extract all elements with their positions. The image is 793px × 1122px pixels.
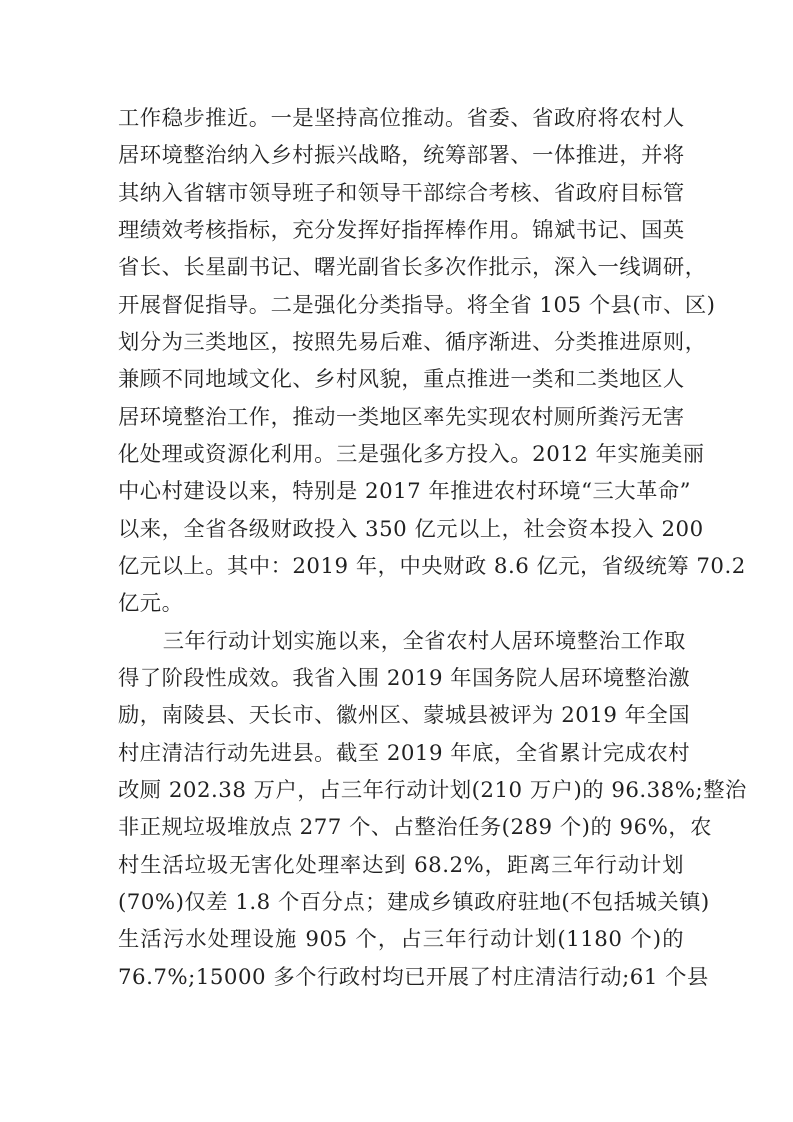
text-line: 开展督促指导。二是强化分类指导。将全省 105 个县(市、区) (118, 292, 716, 318)
text-line: 其纳入省辖市领导班子和领导干部综合考核、省政府目标管 (118, 180, 685, 206)
text-line: 理绩效考核指标，充分发挥好指挥棒作用。锦斌书记、国英 (118, 217, 685, 243)
text-line: 居环境整治纳入乡村振兴战略，统筹部署、一体推进，并将 (118, 143, 685, 169)
text-line: 非正规垃圾堆放点 277 个、占整治任务(289 个)的 96%，农 (118, 815, 712, 841)
text-line: 居环境整治工作，推动一类地区率先实现农村厕所粪污无害 (118, 404, 685, 430)
text-line: 励，南陵县、天长市、徽州区、蒙城县被评为 2019 年全国 (118, 703, 691, 729)
text-line: 村生活垃圾无害化处理率达到 68.2%，距离三年行动计划 (118, 852, 684, 878)
text-line: 得了阶段性成效。我省入围 2019 年国务院人居环境整治激 (118, 665, 691, 691)
text-line: 化处理或资源化利用。三是强化多方投入。2012 年实施美丽 (118, 441, 705, 467)
text-line: 亿元。 (118, 591, 184, 617)
text-line: 中心村建设以来，特别是 2017 年推进农村环境“三大革命” (118, 479, 692, 505)
text-line: 以来，全省各级财政投入 350 亿元以上，社会资本投入 200 (118, 516, 704, 542)
text-line: 村庄清洁行动先进县。截至 2019 年底，全省累计完成农村 (118, 740, 691, 766)
text-line: (70%)仅差 1.8 个百分点；建成乡镇政府驻地(不包括城关镇) (118, 889, 710, 915)
text-line: 亿元以上。其中：2019 年，中央财政 8.6 亿元，省级统筹 70.2 (118, 553, 746, 579)
text-line: 生活污水处理设施 905 个，占三年行动计划(1180 个)的 (118, 927, 684, 953)
text-line: 三年行动计划实施以来，全省农村人居环境整治工作取 (162, 628, 686, 654)
text-line: 划分为三类地区，按照先易后难、循序渐进、分类推进原则， (118, 329, 707, 355)
text-line: 76.7%;15000 多个行政村均已开展了村庄清洁行动;61 个县 (118, 964, 709, 990)
text-line: 省长、长星副书记、曙光副省长多次作批示，深入一线调研， (118, 255, 707, 281)
text-line: 改厕 202.38 万户，占三年行动计划(210 万户)的 96.38%;整治 (118, 777, 747, 803)
text-line: 兼顾不同地域文化、乡村风貌，重点推进一类和二类地区人 (118, 367, 685, 393)
text-line: 工作稳步推近。一是坚持高位推动。省委、省政府将农村人 (118, 106, 685, 131)
document-body (118, 100, 747, 996)
